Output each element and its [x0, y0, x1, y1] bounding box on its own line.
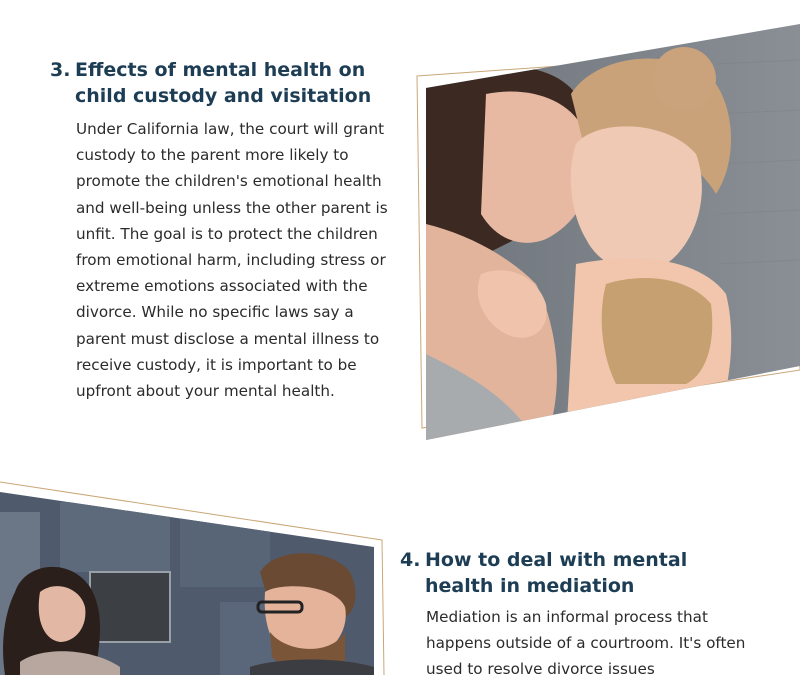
photo-1: [426, 24, 800, 440]
section-3-heading: [50, 57, 415, 109]
section-3-title-line2: child custody and visitation: [75, 85, 372, 107]
section-4-heading: [400, 547, 765, 599]
section-4-number: 4.: [400, 549, 421, 571]
section-4-title-line2: health in mediation: [425, 575, 635, 597]
section-4-body: Mediation is an informal process that happens outside of a courtroom. It's often used to resolve divorce issues: [426, 608, 746, 679]
section-3-body: Under California law, the court will grant custody to the parent more likely to promote the children's emotional health and well-being unless the other parent is unfit. The goal is to protect the children from emotional harm, including stress or extreme emotions associated with the divorce. While no specific laws say a parent must disclose a mental illness to receive custody, it is important to be upfront about your mental health.: [76, 120, 388, 401]
section-3-number: 3.: [50, 59, 71, 81]
photo-2: [0, 492, 374, 675]
section-3-title-line1: Effects of mental health on: [75, 59, 366, 81]
section-4-title-line1: How to deal with mental: [425, 549, 688, 571]
